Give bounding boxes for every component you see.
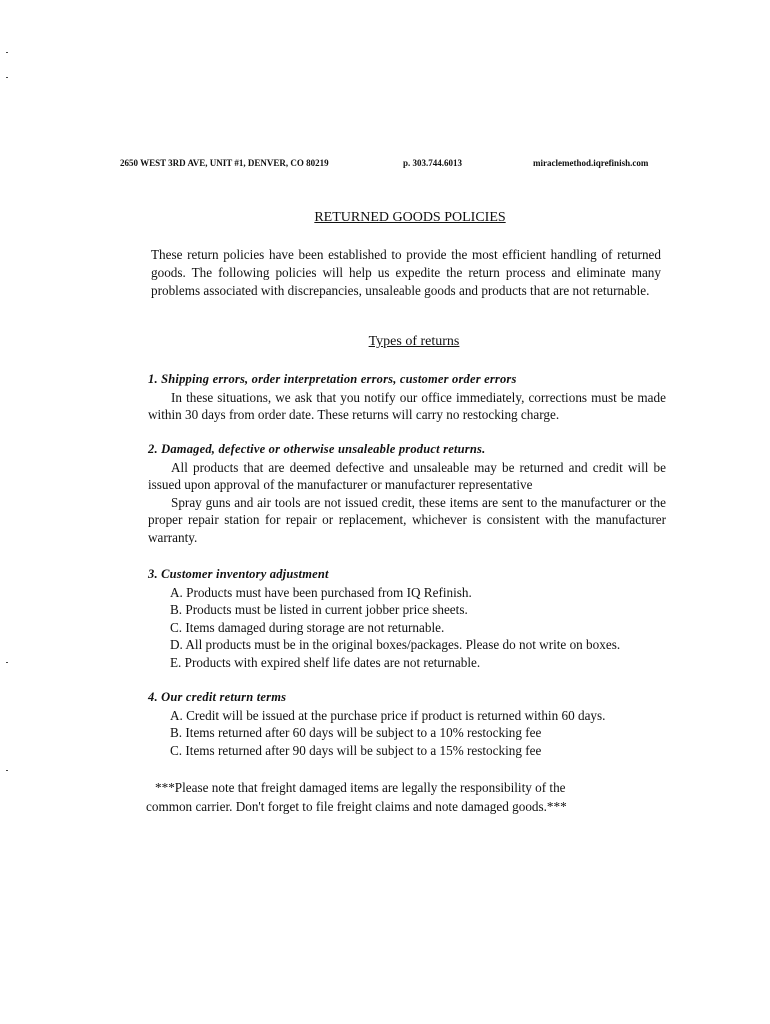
list-item: A. Credit will be issued at the purchase price if product is returned within 60 days.: [170, 707, 606, 723]
company-address: 2650 WEST 3RD AVE, UNIT #1, DENVER, CO 80219: [120, 158, 329, 168]
list-item: C. Items damaged during storage are not returnable.: [170, 619, 445, 635]
section-paragraph: All products that are deemed defective and unsaleable may be returned and credit will be issued upon approval of the manufacturer or manufacturer representative: [148, 459, 666, 492]
list-item: B. Items returned after 60 days will be subject to a 10% restocking fee: [170, 725, 542, 740]
section-heading: 3. Customer inventory adjustment: [148, 567, 329, 581]
list-item: D. All products must be in the original boxes/packages. Please do not write on boxes.: [170, 637, 621, 652]
section-heading: 1. Shipping errors, order interpretation errors, customer order errors: [148, 372, 517, 386]
intro-paragraph: These return policies have been established to provide the most efficient handling of returned goods. The following policies will help us expedite the return process and eliminate many problems associated with discrepancies, unsaleable goods and products that are not returnable.: [151, 247, 661, 298]
credit-terms-list: [148, 707, 666, 760]
freight-damage-note: [146, 778, 658, 816]
inventory-rules-list: [148, 584, 666, 672]
section-paragraph: In these situations, we ask that you notify our office immediately, corrections must be made within 30 days from order date. These returns will carry no restocking charge.: [148, 389, 666, 422]
section-damaged-products: [148, 441, 666, 546]
scan-artifact: [6, 662, 8, 663]
list-item: E. Products with expired shelf life dates are not returnable.: [170, 654, 481, 670]
company-phone: p. 303.744.6013: [403, 158, 463, 168]
section-shipping-errors: [148, 371, 666, 424]
section-inventory-adjustment: [148, 566, 666, 671]
page-title: RETURNED GOODS POLICIES: [314, 210, 506, 225]
list-item: C. Items returned after 90 days will be subject to a 15% restocking fee: [170, 742, 542, 758]
section-heading: 4. Our credit return terms: [148, 690, 287, 704]
scan-artifact: [6, 52, 8, 53]
company-website: miraclemethod.iqrefinish.com: [533, 158, 649, 168]
scan-artifact: [6, 770, 8, 771]
section-credit-terms: [148, 689, 666, 759]
types-of-returns-heading: Types of returns: [368, 334, 460, 349]
section-paragraph: Spray guns and air tools are not issued credit, these items are sent to the manufacturer or the proper repair station for repair or replacement, whichever is consistent with the manufacturer warranty.: [148, 494, 666, 545]
list-item: A. Products must have been purchased from IQ Refinish.: [170, 584, 472, 600]
note-line: common carrier. Don't forget to file freight claims and note damaged goods.***: [146, 799, 567, 814]
section-heading: 2. Damaged, defective or otherwise unsaleable product returns.: [148, 442, 486, 456]
note-line: ***Please note that freight damaged items are legally the responsibility of the: [155, 780, 566, 795]
list-item: B. Products must be listed in current jobber price sheets.: [170, 602, 468, 617]
scan-artifact: [6, 77, 8, 78]
